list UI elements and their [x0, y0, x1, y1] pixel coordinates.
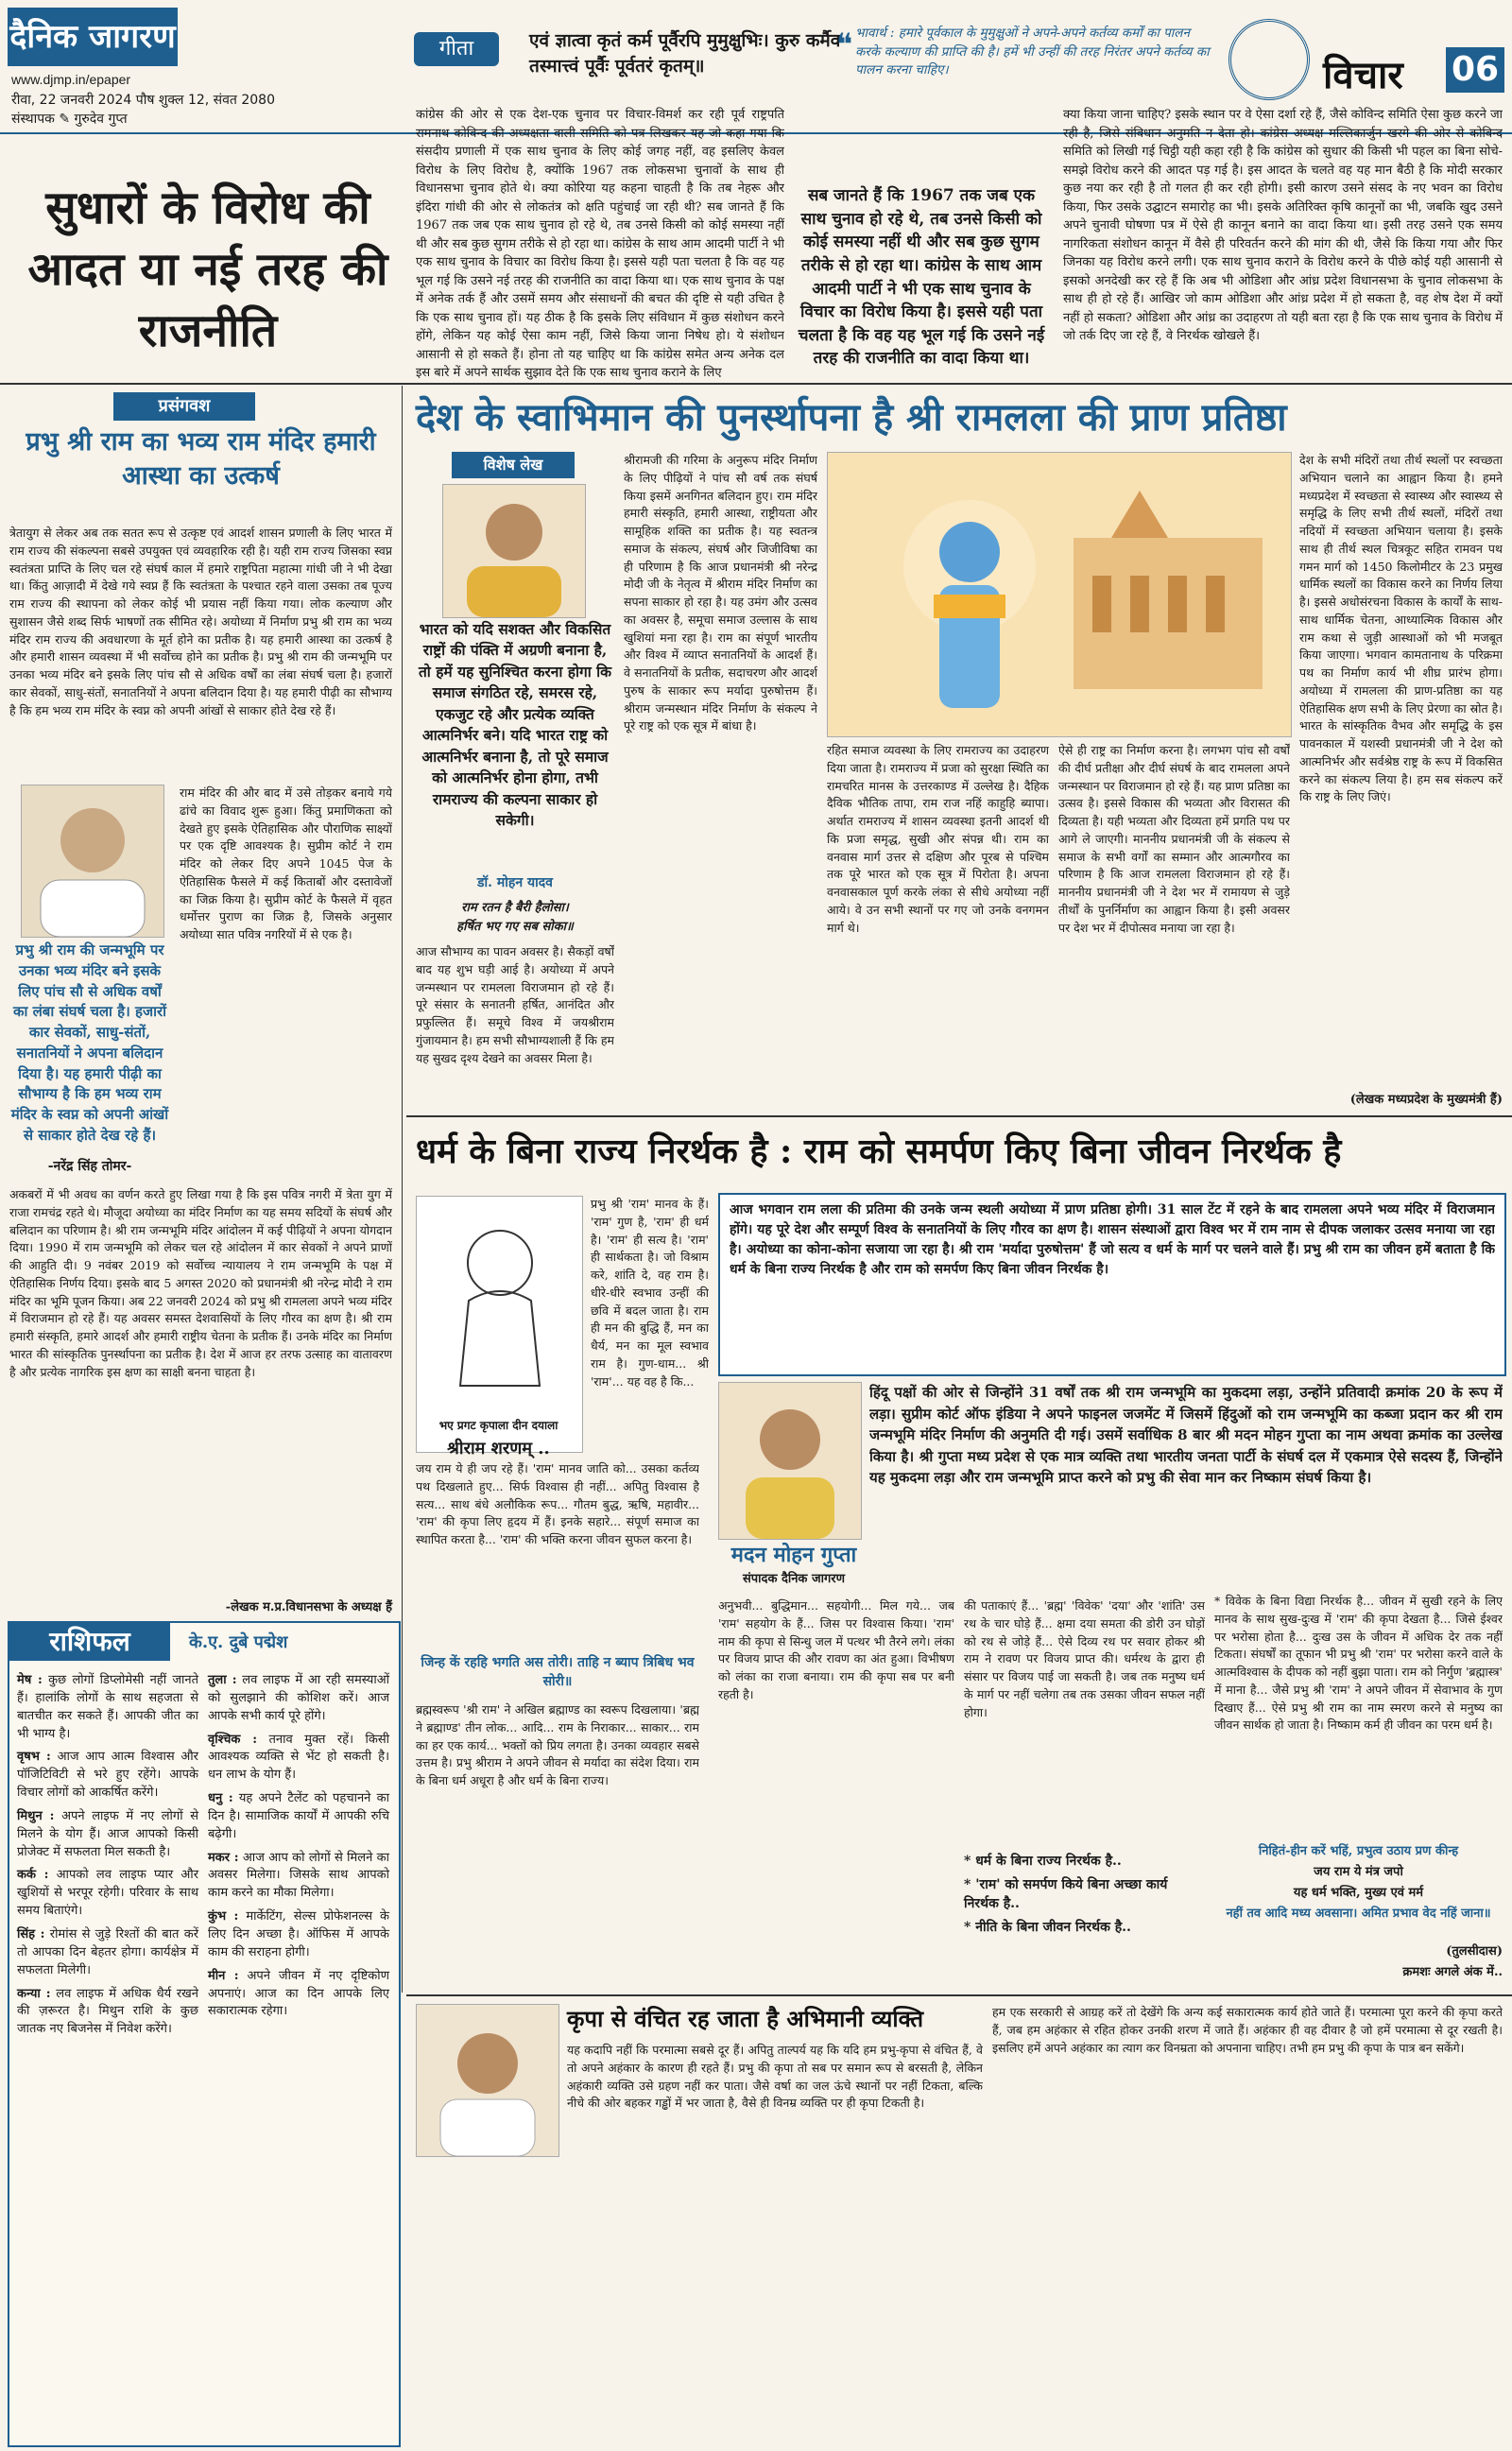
rashi-text: अपने जीवन में नए दृष्टिकोण अपनाएं। आज का दिन आपके लिए सकारात्मक रहेगा। [208, 1968, 389, 2019]
editorial-col-3: क्या किया जाना चाहिए? इसके स्थान पर वे ऐसा दर्शा रहे हैं, जैसे कोविन्द समिति ऐसा कुछ करने जा रही है, जिसे संविधान अनुमति न देता हो। कांग्रेस अध्यक्ष मल्लिकार्जुन खरगे की ओर से कोविन्द समिति को लिखी गई चिट्ठी यही कहा रही है कि कांग्रेस को सुधार की किसी भी पहल का बिना सोचे-समझे विरोध करने की आदत पड़ गई है। इस आदत के चलते वह यह मान बैठी है कि मोदी सरकार कुछ नया कर रही है तो गलत ही कर रही होगी। इसी कारण उसने संसद के नए भवन का विरोध किया, फिर उसके उद्घाटन समारोह का भी। इसके अतिरिक्त कृषि कानूनों का भी, जबकि खुद उसने अपने चुनावी घोषणा पत्र में ऐसे ही कानून बनाने का वादा किया था। इसी तरह उसने एक समय नागरिकता संशोधन कानून में वैसे ही परिवर्तन करने की मांग की थी, जैसे कि किया गया और फिर जिनका यह विरोध करने लगी। एक साथ चुनाव कराने के विरोध करने के पीछे कोई यही आसानी से इसको अनदेखी कर रहे हैं कि अब भी ओडिशा और आंध्र प्रदेश विधानसभा के चुनाव लोकसभा के साथ ही हो रहे हैं। आखिर जो काम ओडिशा और आंध्र प्रदेश में हो सकता है, वह शेष देश में क्यों नहीं हो सकता? ओडिशा और आंध्र का उदाहरण तो यही बता रहा है कि एक साथ चुनाव के विरोध में जो तर्क दिए जा रहे हैं, वे निरर्थक खोखले हैं। [1063, 108, 1503, 343]
rashi-name: मीन : [208, 1968, 239, 1983]
rashi-name: धनु : [208, 1791, 233, 1806]
image-caption-1: भए प्रगट कृपाला दीन दयाला [438, 1419, 558, 1432]
rashi-name: कुंभ : [208, 1909, 239, 1925]
continued-note: क्रमशः अगले अंक में.. [1402, 1965, 1503, 1979]
pran-pratishtha-author: डॉ. मोहन यादव [477, 875, 553, 890]
motto-2: जय राम ये मंत्र जपो [1314, 1865, 1403, 1879]
rashi-name: मकर : [208, 1850, 239, 1865]
person-icon [417, 2005, 558, 2156]
dharm-top-box [718, 1193, 1506, 1376]
rashi-name: मिथुन : [17, 1808, 55, 1823]
madan-mohan-photo [718, 1382, 862, 1540]
bal-ram-sketch [416, 1196, 583, 1453]
dharm-body-4: अनुभवी... बुद्धिमान... सहयोगी... मिल गये... जब 'राम' सहयोग के हैं... जिस पर विश्वास किया। 'राम' नाम की कृपा से सिन्धु जल में पत्थर भी तैरने लगे। लंका पर विजय प्राप्त की और रावण का अंत हुआ। विभीषण को लंका का राजा बनाया। राम की कृपा सब पर बनी रहती है। [718, 1598, 954, 1701]
prasangvash-credit: -लेखक म.प्र.विधानसभा के अध्यक्ष हैं [225, 1600, 392, 1614]
motto-1: निहितं-हीन करें भहिं, प्रभुत्व उठाय प्रण कीन्ह [1258, 1844, 1459, 1858]
quote-icon: ❝ [836, 26, 853, 62]
ending-line-2: * 'राम' को समर्पण किये बिना अच्छा कार्य निरर्थक है.. [964, 1877, 1168, 1911]
rashi-item [17, 1672, 198, 1743]
prasangvash-pull-quote: प्रभु श्री राम की जन्मभूमि पर उनका भव्य मंदिर बने इसके लिए पांच सौ से अधिक वर्षों का लंबा संघर्ष चला है। हजारों कार सेवकों, साधु-संतों, सनातनियों ने अपना बलिदान दिया है। यह हमारी पीढ़ी का सौभाग्य है कि हम भव्य राम मंदिर के स्वप्न को अपनी आंखों से साकार होते देख रहे हैं। [10, 941, 169, 1144]
rashi-item [17, 1986, 198, 2040]
ram-lalla-illustration [827, 452, 1292, 737]
rashifal-title: राशिफल [9, 1623, 170, 1661]
dharm-right-col: * विवेक के बिना विद्या निरर्थक है... जीवन में सुखी रहने के लिए मानव के साथ सुख-दुःख में 'राम' की कृपा देखता है... जिसे ईश्वर पर भरोसा होता है... दुःख उस के जीवन में अधिक देर तक नहीं टिकता। संघर्षों का तूफान भी प्रभु श्री 'राम' पर भरोसा करने वाले के आत्मविश्वास के दीपक को नहीं बुझा पाता। राम को निर्गुण 'ब्रह्मास्त्र' में माना है... जैसे प्रभु श्री 'राम' ने अपने जीवन में सेवाभाव के गुण दिखाए हैं... ऐसे प्रभु श्री राम का नाम स्मरण करने से मनुष्य का जीवन सार्थक हो जाता है। निष्काम कर्म ही जीवन का परम धर्म है। [1214, 1594, 1503, 1733]
person-icon [719, 1383, 861, 1539]
kripa-divider [406, 1994, 1512, 1996]
pran-pratishtha-headline: देश के स्वाभिमान की पुनर्स्थापना है श्री रामलला की प्राण प्रतिष्ठा [416, 395, 1287, 440]
prasangvash-headline: प्रभु श्री राम का भव्य राम मंदिर हमारी आस्था का उत्कर्ष [26, 427, 376, 492]
rashi-name: तुला : [208, 1673, 237, 1687]
dateline: रीवा, 22 जनवरी 2024 पौष शुक्ल 12, संवत 2080 [11, 93, 275, 108]
rashi-text: यह अपने टैलेंट को पहचानने का दिन है। सामाजिक कार्यों में आपकी रुचि बढ़ेगी। [208, 1791, 389, 1841]
rashifal-col-1 [17, 1672, 198, 2045]
site-url[interactable]: www.djmp.in/epaper [11, 72, 131, 87]
rashi-text: लव लाइफ में अधिक धैर्य रखने की ज़रूरत है। मिथुन राशि के कुछ जातक नए बिजनेस में निवेश करेंगे। [17, 1986, 198, 2037]
motto-4: नहीं तव आदि मध्य अवसाना। अमित प्रभाव वेद नहिं जाना॥ [1226, 1907, 1491, 1921]
kripa-body-2: हम एक सरकारी से आग्रह करें तो देखेंगे कि अन्य कई सकारात्मक कार्य होते जाते हैं। परमात्मा पूरा करने की कृपा करते हैं, जब हम अहंकार से रहित होकर उनकी शरण में जाते हैं। अहंकार ही वह दीवार है जो हमें परमात्मा से दूर रखती है। इसलिए हमें अपने अहंकार का त्याग कर विनम्रता को अपनाना चाहिए। तभी हम प्रभु की कृपा के पात्र बन सकेंगे। [992, 2005, 1503, 2055]
pran-pratishtha-pull-quote: भारत को यदि सशक्त और विकसित राष्ट्रों की पंक्ति में अग्रणी बनाना है, तो हमें यह सुनिश्चित करना होगा कि समाज संगठित रहे, समरस रहे, एकजुट रहे और प्रत्येक व्यक्ति आत्मनिर्भर बने। यदि भारत राष्ट्र को आत्मनिर्भर बनाना है, तो पूरे समाज को आत्मनिर्भर होना होगा, तभी रामराज्य की कल्पना साकार हो सकेगी। [418, 620, 612, 830]
prasangvash-author: -नरेंद्र सिंह तोमर- [47, 1159, 132, 1174]
column-divider [402, 386, 403, 1993]
rashi-name: मेष : [17, 1673, 43, 1687]
rashi-item [208, 1850, 389, 1904]
rashifal-col-2 [208, 1672, 389, 2027]
child-ram-icon [417, 1197, 582, 1414]
rashi-name: सिंह : [17, 1926, 45, 1942]
prasangvash-body-3: अकबरों में भी अवध का वर्णन करते हुए लिखा गया है कि इस पवित्र नगरी में त्रेता युग में राजा रामचंद्र रहते थे। मौजूदा अयोध्या का मंदिर निर्माण का यह समय सदियों के संघर्ष और बलिदान का परिणाम है। श्री राम जन्मभूमि मंदिर आंदोलन में कई पीढ़ियों ने अपना योगदान दिया। 1990 में राम जन्मभूमि को लेकर चल रहे आंदोलन में कार सेवकों ने अपने प्राणों की आहुति दी। 9 नवंबर 2019 को सर्वोच्च न्यायालय ने राम जन्मभूमि के पक्ष में ऐतिहासिक निर्णय दिया। इसके बाद 5 अगस्त 2020 को प्रधानमंत्री श्री नरेन्द्र मोदी ने राम मंदिर का भूमि पूजन किया। अब 22 जनवरी 2024 को प्रभु श्री रामलला अपने भव्य मंदिर में विराजमान हो रहे हैं। यह अवसर समस्त देशवासियों के लिए गौरव का क्षण है। श्री राम हमारी संस्कृति, हमारे आदर्श और हमारी राष्ट्रीय चेतना के प्रतीक हैं। उनके मंदिर का निर्माण भारत की सांस्कृतिक पुनर्स्थापना का प्रतीक है। देश में आज हर तरफ उत्साह का वातावरण है और प्रत्येक नागरिक इस क्षण का साक्षी बनना चाहता है। [9, 1187, 392, 1379]
name-plate-sub: संपादक दैनिक जागरण [743, 1572, 845, 1586]
dharm-body-1: प्रभु श्री 'राम' मानव के हैं। 'राम' गुण है, 'राम' ही धर्म है। 'राम' ही सत्य है। 'राम' ही सार्थकता है। जो विश्राम करे, शांति दे, वह राम है। धीरे-धीरे स्वभाव उन्हीं की छवि में बदल जाता है। राम ही मन की बुद्धि हैं, मन का धैर्य, मन का मूल स्वभाव राम है। गुण-धाम... श्री 'राम'... यह वह है कि... [591, 1197, 709, 1389]
editorial-pull-quote: सब जानते हैं कि 1967 तक जब एक साथ चुनाव हो रहे थे, तब उनसे किसी को कोई समस्या नहीं थी और सब कुछ सुगम तरीके से हो रहा था। कांग्रेस के साथ आम आदमी पार्टी ने भी एक साथ चुनाव के विचार का विरोध किया है। इससे यही पता चलता है कि वह यह भूल गई कि उसने नई तरह की राजनीति का वादा किया था। [798, 186, 1045, 369]
verse-line-1: राम रतन है बैरी हैलोसा। [461, 901, 569, 915]
cm-photo [442, 484, 586, 618]
rashi-text: रोमांस से जुड़े रिश्तों की बात करें तो आपका दिन बेहतर होगा। कार्यक्षेत्र में सफलता मिलेगी। [17, 1926, 199, 1977]
verse-line-2: हर्षित भए गए सब सोका॥ [456, 920, 574, 934]
prasangvash-tag: प्रसंगवश [113, 392, 255, 421]
gita-badge: गीता [414, 32, 499, 66]
name-plate: मदन मोहन गुप्ता [730, 1543, 857, 1567]
dharm-verse: जिन्ह कें रहहि भगति अस तोरी। ताहि न ब्याप त्रिबिध भव सोरी॥ [421, 1655, 695, 1689]
prasangvash-body-2: राम मंदिर की और बाद में उसे तोड़कर बनाये गये ढांचे का विवाद शुरू हुआ। किंतु प्रमाणिकता को देखते हुए इसके ऐतिहासिक और पौराणिक साक्ष्यों पर एक दृष्टि आवश्यक है। सुप्रीम कोर्ट ने राम मंदिर को लेकर दिए अपने 1045 पेज के ऐतिहासिक फैसले में कई किताबों और दस्तावेजों का जिक्र किया है। सुप्रीम कोर्ट के फैसले में वृहत धर्मोत्तर पुराण का जिक्र है, जिसके अनुसार अयोध्या सात पवित्र नगरियों में से एक है। [180, 785, 392, 941]
section-label: विचार [1323, 54, 1403, 97]
page-number: 06 [1446, 47, 1504, 93]
signoff: (तुलसीदास) [1446, 1944, 1503, 1959]
dharm-headline: धर्म के बिना राज्य निरर्थक है : राम को समर्पण किए बिना जीवन निरर्थक है [416, 1131, 1342, 1171]
section-divider [406, 1115, 1512, 1117]
rashifal-byline: के.ए. दुबे पद्मेश [189, 1632, 288, 1652]
rashi-name: वृश्चिक : [208, 1732, 258, 1747]
kripa-body-1: यह कदापि नहीं कि परमात्मा सबसे दूर हैं। अपितु ताल्पर्य यह कि यदि हम प्रभु-कृपा से वंचित हैं, वे तो अपने अहंकार के कारण ही रहते हैं। प्रभु की कृपा तो सब पर समान रूप से बरसती है, लेकिन अहंकारी व्यक्ति उसे ग्रहण नहीं कर पाता। जैसे वर्षा का जल ऊंचे स्थानों पर नहीं टिकता, बल्कि नीचे की ओर बहकर गड्ढों में भर जाता है, वैसे ही विनम्र व्यक्ति पर ही कृपा टिकती है। [567, 2043, 983, 2111]
rashifal-box [8, 1621, 401, 2447]
pran-pratishtha-body-2: श्रीरामजी की गरिमा के अनुरूप मंदिर निर्माण के लिए पीढ़ियों ने पांच सौ वर्ष तक संघर्ष किया इसमें अनगिनत बलिदान हुए। राम मंदिर हमारी संस्कृति, हमारी आस्था, राष्ट्रीयता और सामूहिक शक्ति का प्रतीक है। यह स्वतन्त्र समाज के संकल्प, संघर्ष और जिजीविषा का ही परिणाम है कि आज प्रधानमंत्री श्री नरेन्द्र मोदी जी के नेतृत्व में श्रीराम मंदिर निर्माण का सपना साकार हो रहा है। यह उमंग और उत्सव का अवसर है, समूचा समाज उल्लास के साथ खुशियां मना रहा है। राम का संपूर्ण भारतीय और विश्व में व्याप्त सनातनियों के आदर्श हैं। वे सनातनियों के प्रतीक, सदाचरण और आदर्श पुरुष के साकार रूप मर्यादा पुरुषोत्तम हैं। श्रीराम जन्मस्थान मंदिर निर्माण के संकल्प ने पूरे राष्ट्र को एक सूत्र में बांधा है। [624, 453, 817, 734]
rashi-item [17, 1749, 198, 1803]
rashi-text: कुछ लोगों डिप्लोमेसी नहीं जानते हैं। हालांकि लोगों के साथ सहजता से बातचीत कर सकते हैं। आपकी जीत का भी भाग्य है। [17, 1673, 198, 1741]
rashi-text: अपने लाइफ में नए लोगों से मिलने के योग हैं। आज आपको किसी प्रोजेक्ट में सफलता मिल सकती है। [17, 1808, 198, 1859]
prasangvash-body-1: त्रेतायुग से लेकर अब तक सतत रूप से उत्कृष्ट एवं आदर्श शासन प्रणाली के लिए भारत में राम राज्य की संकल्पना सबसे उपयुक्त एवं व्यवहारिक रही है। यही राम राज्य जिसका स्वप्न स्वतंत्रता प्राप्ति के लिए चल रहे संघर्ष काल में हमारे राष्ट्रपिता महात्मा गांधी जी ने भी देखा था। किंतु आज़ादी में देखे गये स्वप्न हैं कि स्वतंत्रता के पश्चात रहने वाला उसका तब पूज्य राम राज्य की स्थापना को लेकर कोई भी प्रयास नहीं किया गया। लोक कल्याण और सुशासन जैसे शब्द सिर्फ भाषणों तक सीमित रहे। अयोध्या में निर्माण प्रभु श्री राम का भव्य मंदिर राम राज्य की अवधारणा के मूर्त होने का प्रतीक है। यह हमारी आस्था का उत्कर्ष है और हमारी शासन व्यवस्था में भी सर्वोच्च होने का प्रतीक है। प्रभु श्री राम की जन्मभूमि पर उनका भव्य मंदिर बने इसके लिए पांच सौ से अधिक वर्षों का लंबा संघर्ष चला है। हजारों कार सेवकों, साधु-संतों, सनातनियों ने अपना बलिदान दिया है। यह हमारी पीढ़ी का सौभाग्य है कि हम भव्य राम मंदिर के स्वप्न को अपनी आंखों से साकार होते देख रहे हैं। [9, 526, 392, 717]
motto-3: यह धर्म भक्ति, मुख्य एवं मर्म [1293, 1886, 1424, 1900]
newspaper-logo: दैनिक जागरण [8, 8, 178, 66]
gita-shloka: एवं ज्ञात्वा कृतं कर्म पूर्वैरपि मुमुक्षुभिः। कुरु कर्मैव तस्मात्त्वं पूर्वैः पूर्वतरं कृतम्॥ [529, 30, 841, 77]
vishesh-lekh-tag: विशेष लेख [452, 452, 575, 478]
rashi-item [208, 1790, 389, 1844]
rashi-text: आपको लव लाइफ प्यार और खुशियों से भरपूर रहेगी। परिवार के साथ समय बिताएंगे। [17, 1868, 199, 1919]
rashi-item [17, 1867, 198, 1921]
rashi-item [17, 1926, 198, 1980]
dharm-middle-box: हिंदू पक्षों की ओर से जिन्होंने 31 वर्षों तक श्री राम जन्मभूमि का मुकदमा लड़ा, उन्होंने प्रतिवादी क्रमांक 20 के रूप में लड़ा। सुप्रीम कोर्ट ऑफ इंडिया ने अपने फाइनल जजमेंट में जिसमें हिंदुओं को राम जन्मभूमि का कब्जा प्रदान कर श्री राम जन्मभूमि मंदिर निर्माण की अनुमति दी गई। उसमें सर्वाधिक 8 बार श्री मदन मोहन गुप्ता का नाम अथवा क्रमांक का उल्लेख किया है। श्री गुप्ता मध्य प्रदेश से एक मात्र व्यक्ति तथा भारतीय जनता पार्टी के संघर्ष दल में एकमात्र ऐसे सदस्य हैं, जिन्होंने यह मुकदमा लड़ा और राम जन्मभूमि प्राप्त करने को प्रभु की सेवा मान कर निष्काम संघर्ष किया है। [869, 1384, 1503, 1486]
image-caption-2: श्रीराम शरणम् .. [447, 1439, 550, 1459]
editorial-col-1: कांग्रेस की ओर से एक देश-एक चुनाव पर विचार-विमर्श कर रही पूर्व राष्ट्रपति रामनाथ कोविन्द की अध्यक्षता वाली समिति को पत्र लिखकर यह जो कहा गया कि संसदीय प्रणाली में एक साथ चुनाव के लिए कोई जगह नहीं, वह इसलिए केवल विरोध के लिए विरोध है, क्योंकि 1967 तक लोकसभा चुनावों के साथ ही विधानसभा चुनाव होते थे। क्या कोरिया यह कहना चाहती है कि तब नेहरू और इंदिरा गांधी की ओर से लोकतंत्र को क्षति पहुंचाई जा रही थी? सब जानते हैं कि 1967 तक जब एक साथ चुनाव हो रहे थे, तब उनसे किसी को कोई समस्या नहीं थी और सब कुछ सुगम तरीके से हो रहा था। कांग्रेस के साथ आम आदमी पार्टी ने भी एक साथ चुनाव के विचार का विरोध किया है। इससे यही पता चलता है कि वह यह भूल गई कि उसने नई तरह की राजनीति का वादा किया था। एक साथ चुनाव के पक्ष में अनेक तर्क हैं और उसमें समय और संसाधनों की बचत की दृष्टि से यही उचित है कि एक साथ चुनाव हों। यह ठीक है कि इसके लिए संविधान में कुछ संशोधन करने होंगे, लेकिन यह कोई ऐसा काम नहीं, जिसे किया जाना निषेध हो। ये संशोधन आसानी से हो सकते हैं। होना तो यह चाहिए था कि कांग्रेस समेत अन्य अनेक दल इस बारे में अपने सार्थक सुझाव देते कि एक साथ चुनाव कराने के लिए [416, 108, 784, 380]
pran-pratishtha-credit: (लेखक मध्यप्रदेश के मुख्यमंत्री हैं) [1349, 1093, 1503, 1107]
rashi-text: आज आप आत्म विश्वास और पॉजिटिविटी से भरे हुए रहेंगे। आपके विचार लोगों को आकर्षित करेंगे। [17, 1750, 198, 1801]
kripa-headline: कृपा से वंचित रह जाता है अभिमानी व्यक्ति [567, 2005, 924, 2032]
rashi-name: वृषभ : [17, 1750, 51, 1765]
editorial-divider [0, 383, 1512, 385]
person-icon [22, 785, 163, 937]
ending-line-3: * नीति के बिना जीवन निरर्थक है.. [964, 1920, 1131, 1935]
rashi-item [208, 1732, 389, 1786]
dharm-top-box-text: आज भगवान राम लला की प्रतिमा की उनके जन्म स्थली अयोध्या में प्राण प्रतिष्ठा होगी। 31 साल टेंट में रहने के बाद रामलला अपने भव्य मंदिर में विराजमान होंगे। यह पूरे देश और सम्पूर्ण विश्व के सनातनियों के लिए गौरव का क्षण है। शासन संस्थाओं द्वारा विश्व भर में राम नाम से दीपक जलाकर उत्सव मनाया जा रहा है। अयोध्या का कोना-कोना सजाया जा रहा है। श्री राम 'मर्यादा पुरुषोत्तम' हैं जो सत्य व धर्म के मार्ग पर चलने वाले हैं। प्रभु श्री राम का जीवन हमें बताता है कि धर्म के बिना राज्य निरर्थक है और राम को समर्पण किए बिना जीवन निरर्थक है। [730, 1202, 1495, 1277]
ornament-icon [1228, 19, 1310, 100]
ending-line-1: * धर्म के बिना राज्य निरर्थक है.. [964, 1854, 1122, 1869]
pran-pratishtha-body-1: आज सौभाग्य का पावन अवसर है। सैकड़ों वर्षों बाद यह शुभ घड़ी आई है। अयोध्या में अपने जन्मस्थान पर रामलला विराजमान हो रहे हैं। पूरे संसार के सनातनी हर्षित, आनंदित और प्रफुल्लित हैं। समूचे विश्व में जयश्रीराम गुंजायमान है। हम सभी सौभाग्यशाली हैं कि हम यह सुखद दृश्य देखने का अवसर मिला है। [416, 944, 614, 1065]
bhavarth: भावार्थ : हमारे पूर्वकाल के मुमुक्षुओं ने अपने-अपने कर्तव्य कर्मों का पालन करके कल्याण की प्राप्ति की है। हमें भी उन्हीं की तरह निरंतर अपने कर्तव्य का पालन करना चाहिए। [855, 26, 1210, 78]
dharm-body-3: ब्रह्मस्वरूप 'श्री राम' ने अखिल ब्रह्माण्ड का स्वरूप दिखलाया। 'ब्रह्म ने ब्रह्माण्ड' तीन लोक... आदि... राम के निराकार... साकार... राम का हर एक कार्य... भक्तों को प्रिय लगता है। उनका व्यवहार सबसे उत्तम है। प्रभु श्रीराम ने अपने जीवन से मर्यादा का संदेश दिया। राम के बिना धर्म अधूरा है और धर्म के बिना राज्य। [416, 1702, 699, 1787]
rashi-name: कर्क : [17, 1868, 49, 1883]
rashi-item [208, 1672, 389, 1726]
person-icon [443, 485, 585, 617]
editor-credit [11, 110, 128, 128]
rashi-text: आज आप को लोगों से मिलने का अवसर मिलेगा। जिसके साथ आपको काम करने का मौका मिलेगा। [208, 1850, 389, 1901]
editor-label: संस्थापक [11, 112, 55, 127]
editorial-headline: सुधारों के विरोध की आदत या नई तरह की राजनीति [27, 181, 388, 357]
author-photo [21, 785, 164, 938]
rashi-item [208, 1968, 389, 2022]
lord-ram-temple-icon [828, 453, 1291, 736]
rashi-text: लव लाइफ में आ रही समस्याओं को सुलझाने की कोशिश करें। आज आपके सभी कार्य पूरे होंगे। [208, 1673, 389, 1723]
dharm-body-5: की पताकाएं हैं... 'ब्रह्म' 'विवेक' 'दया' और 'शांति' उस रथ के चार घोड़े हैं... क्षमा दया समता की डोरी उन घोड़ों को रथ से जोड़े हैं... ऐसे दिव्य रथ पर सवार होकर श्री राम ने रावण पर विजय प्राप्त की। धर्मरथ के द्वारा ही संसार पर विजय पाई जा सकती है। जब तक मनुष्य धर्म के मार्ग पर नहीं चलेगा तब तक उसका जीवन सफल नहीं होगा। [964, 1598, 1205, 1719]
pran-pratishtha-body-4: ऐसे ही राष्ट्र का निर्माण करना है। लगभग पांच सौ वर्षों की दीर्घ प्रतीक्षा और दीर्घ संघर्ष के बाद रामलला अपने जन्मस्थान पर विराजमान हो रहे हैं। यह प्राण प्रतिष्ठा का उत्सव है। इससे विकास की भव्यता और विरासत की दिव्यता है। यही भव्यता और दिव्यता हमें प्रगति पथ पर आगे ले जाएगी। माननीय प्रधानमंत्री जी के संकल्प से समाज के सभी वर्गों का सम्मान और आत्मगौरव का परिणाम है कि आज रामलला विराजमान हो रहे हैं। माननीय प्रधानमंत्री जी ने देश भर में रामायण से जुड़े तीर्थों के पुनर्निर्माण का आह्वान किया है। इसी अवसर पर देश भर में दीपोत्सव मनाया जा रहा है। [1058, 743, 1290, 935]
rashi-item [17, 1808, 198, 1862]
rashi-text: तनाव मुक्त रहें। किसी आवश्यक व्यक्ति से भेंट हो सकती है। धन लाभ के योग हैं। [208, 1732, 389, 1783]
pen-icon: ✎ [59, 112, 71, 127]
pran-pratishtha-body-3: रहित समाज व्यवस्था के लिए रामराज्य का उदाहरण दिया जाता है। रामराज्य में प्रजा को सुरक्षा स्थिति का रामचरित मानस के उत्तरकाण्ड में उल्लेख है। दैहिक दैविक भौतिक तापा, राम राज नहिं काहुहि ब्यापा। अर्थात रामराज्य में शासन व्यवस्था इतनी आदर्श थी कि प्रजा समृद्ध, सुखी और संपन्न थी। राम का वनवास मार्ग उत्तर से दक्षिण और पूरब से पश्चिम तक पूरे भारत को एक सूत्र में पिरोता है। अपना वनवासकाल पूर्ण करके लंका से सीधे अयोध्या नहीं आये। वे उन सभी स्थानों पर गए जो उनके वनगमन मार्ग थे। [827, 743, 1049, 935]
rashi-text: मार्केटिंग, सेल्स प्रोफेशनल्स के लिए दिन अच्छा है। ऑफिस में आपके काम की सराहना होगी। [208, 1909, 390, 1959]
pran-pratishtha-body-5: देश के सभी मंदिरों तथा तीर्थ स्थलों पर स्वच्छता अभियान चलाने का आह्वान किया है। हमने मध्यप्रदेश में स्वच्छता से स्वास्थ्य और स्वास्थ्य से समृद्धि के लिए सभी तीर्थ स्थलों, मंदिरों तथा नदियों में स्वच्छता अभियान चलाया है। इसके साथ ही तीर्थ स्थल चित्रकूट सहित रामवन पथ गमन मार्ग को 1450 किलोमीटर के 23 प्रमुख धार्मिक स्थलों का विकास करने का निर्णय लिया है। इससे अधोसंरचना विकास के कार्यों के साथ-साथ धार्मिक चेतना, आध्यात्मिक विकास और राम कथा से जुड़ी आस्थाओं को भी मजबूत किया जाएगा। भगवान कामतानाथ के परिक्रमा पथ का निर्माण कार्य भी शीघ्र प्रारंभ होगा। अयोध्या में रामलला की प्राण-प्रतिष्ठा का यह ऐतिहासिक क्षण सभी के लिए प्रेरणा का स्रोत है। भारत के सांस्कृतिक वैभव और समृद्धि के इस पावनकाल में यशस्वी प्रधानमंत्री जी ने देश को आत्मनिर्भर और सर्वश्रेष्ठ राष्ट्र के रूप में विकसित करने का संकल्प लिया है। हम सब संकल्प करें कि राष्ट्र के लिए जिएं। [1299, 453, 1503, 804]
editor-name: गुरुदेव गुप्त [74, 112, 128, 127]
dharm-body-2: जय राम ये ही जप रहे हैं। 'राम' मानव जाति को... उसका कर्तव्य पथ दिखलाते हुए... सिर्फ विश्वास ही नहीं... अपितु विश्वास है सत्य... साथ बंधे अलौकिक रूप... गौतम बुद्ध, ऋषि, महावीर... 'राम' की कृपा लिए हृदय में हैं। इनके सहारे... संपूर्ण समाज का स्थापित करता है... 'राम' की भक्ति करना जीवन सुफल करना है। [416, 1461, 699, 1546]
rashi-name: कन्या : [17, 1986, 51, 2001]
kripa-photo [416, 2004, 559, 2157]
rashi-item [208, 1908, 389, 1962]
